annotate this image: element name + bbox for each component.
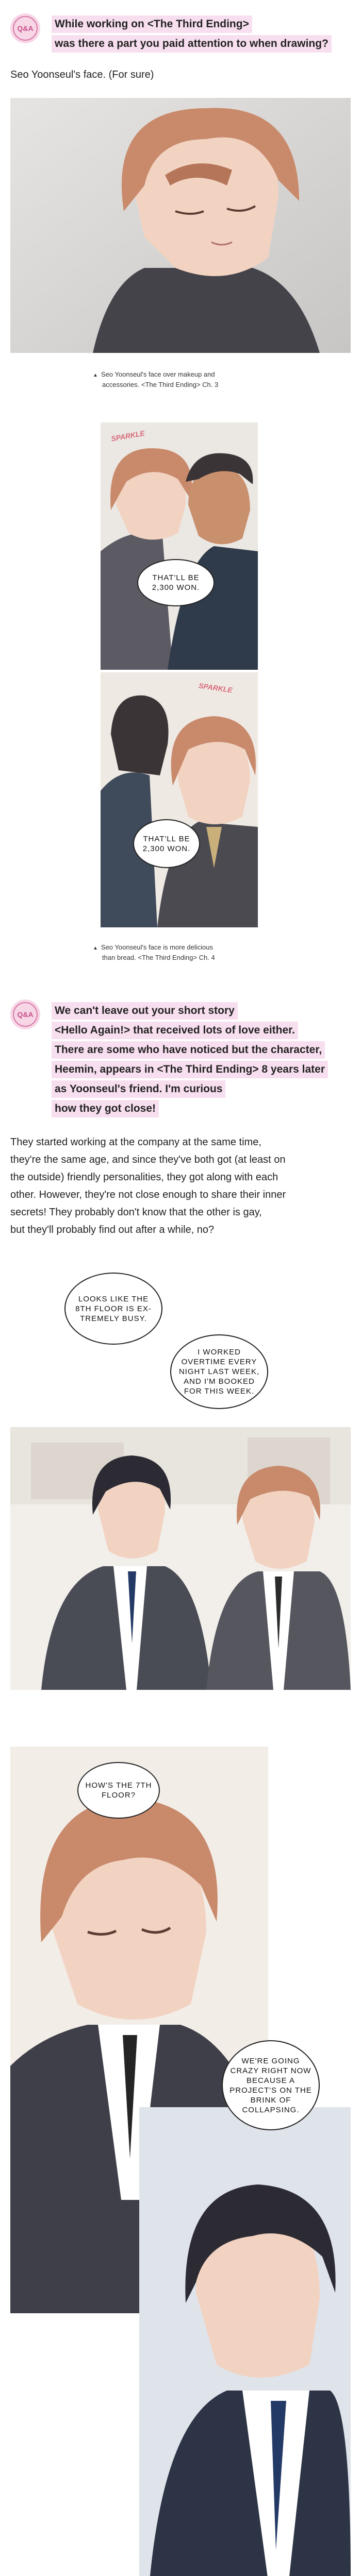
question-1 <box>52 15 351 55</box>
speech-bubble-1: THAT'LL BE 2,300 WON. <box>137 559 215 606</box>
panel-5-illustration <box>10 1747 351 2576</box>
question-2-line-2: <Hello Again!> that received lots of love either. <box>52 1022 298 1039</box>
comic-panel-2 <box>101 422 258 670</box>
comic-panel-5 <box>10 1747 351 2576</box>
caption-triangle-icon: ▲ <box>93 372 98 378</box>
question-2-line-1: We can't leave out your short story <box>52 1002 238 1020</box>
panel-4-illustration <box>10 1427 351 1690</box>
caption-2-line-1: Seo Yoonseul's face is more delicious <box>101 943 214 951</box>
panel-3-illustration <box>101 672 258 927</box>
caption-2 <box>93 943 320 962</box>
question-2-line-5: as Yoonseul's friend. I'm curious <box>52 1080 225 1098</box>
answer-2 <box>10 1133 351 1239</box>
question-2-line-3: There are some who have noticed but the character, <box>52 1041 325 1059</box>
caption-1-line-2: accessories. <The Third Ending> Ch. 3 <box>102 381 219 388</box>
question-2-line-4: Heemin, appears in <The Third Ending> 8 years later <box>52 1061 328 1078</box>
speech-bubble-6: WE'RE GOING CRAZY RIGHT NOW BECAUSE A PROJECT'S ON THE BRINK OF COLLAPSING. <box>222 2040 320 2130</box>
answer-2-line-1: They started working at the company at the same time, <box>10 1137 261 1148</box>
answer-2-line-5: secrets! They probably don't know that the other is gay, <box>10 1207 262 1218</box>
qa-badge-label: Q&A <box>13 1002 38 1027</box>
question-2 <box>52 1002 351 1120</box>
question-1-line-2: was there a part you paid attention to when drawing? <box>52 35 332 53</box>
speech-bubble-4: I WORKED OVERTIME EVERY NIGHT LAST WEEK, AND I'M BOOKED FOR THIS WEEK. <box>170 1334 268 1409</box>
caption-1 <box>93 370 320 389</box>
caption-1-line-1: Seo Yoonseul's face over makeup and <box>101 370 215 378</box>
comic-panel-4 <box>10 1427 351 1690</box>
qa-badge-1 <box>10 13 40 43</box>
comic-panel-1 <box>10 98 351 353</box>
answer-2-line-3: the outside) friendly personalities, they got along with each <box>10 1172 278 1183</box>
answer-1: Seo Yoonseul's face. (For sure) <box>10 69 154 80</box>
sparkle-sfx-1: SPARKLE <box>110 429 145 443</box>
qa-badge-label: Q&A <box>13 16 38 41</box>
answer-2-line-2: they're the same age, and since they've both got (at least on <box>10 1154 286 1165</box>
caption-triangle-icon: ▲ <box>93 945 98 951</box>
speech-bubble-5: HOW'S THE 7TH FLOOR? <box>77 1762 160 1819</box>
sparkle-sfx-2: SPARKLE <box>198 681 233 694</box>
answer-2-line-6: but they'll probably find out after a while, no? <box>10 1224 215 1235</box>
question-1-line-1: While working on <The Third Ending> <box>52 15 252 33</box>
comic-panel-3 <box>101 672 258 927</box>
panel-1-illustration <box>10 98 351 353</box>
qa-badge-2 <box>10 999 40 1029</box>
question-2-line-6: how they got close! <box>52 1100 159 1117</box>
answer-2-line-4: other. However, they're not close enough to share their inner <box>10 1189 286 1200</box>
caption-2-line-2: than bread. <The Third Ending> Ch. 4 <box>102 954 215 961</box>
speech-bubble-2: THAT'LL BE 2,300 WON. <box>133 819 200 868</box>
speech-bubble-3: LOOKS LIKE THE 8TH FLOOR IS EX-TREMELY BUSY. <box>64 1273 162 1345</box>
panel-2-illustration <box>101 422 258 670</box>
